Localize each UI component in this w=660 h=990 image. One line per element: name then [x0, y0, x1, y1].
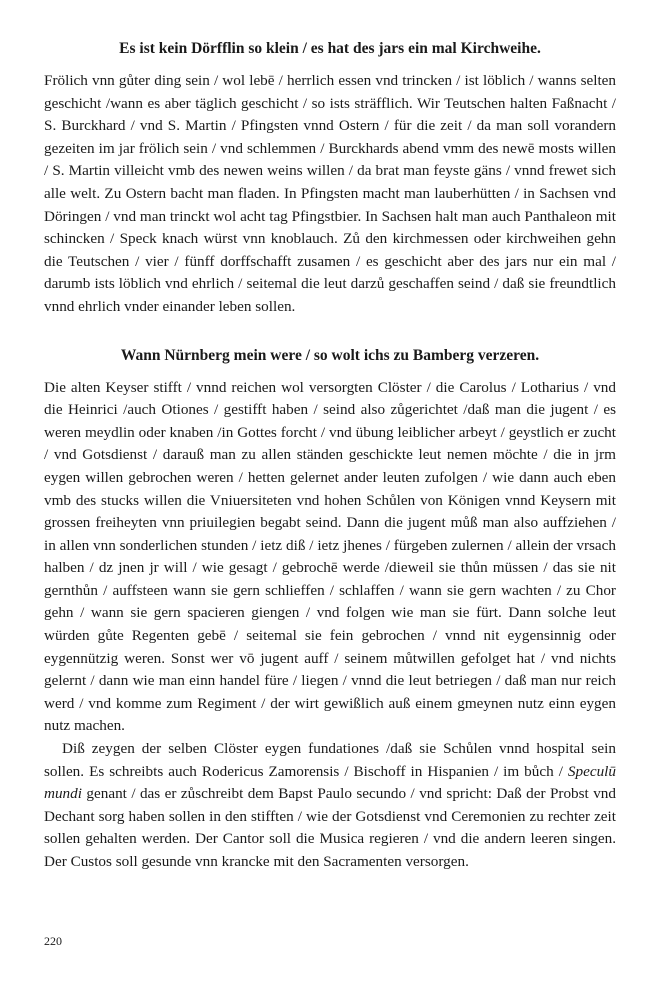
section-heading-kirchweihe: Es ist kein Dörfflin so klein / es hat des jars ein mal Kirchweihe.: [119, 40, 541, 57]
paragraph-kirchweihe: Frölich vnn gůter ding sein / wol lebē / herrlich essen vnd trincken / ist löblich / wanns selten geschicht /wann es aber täglich geschicht / so ists sträfflich. Wir Teutschen halten Faßnacht / S. Burckhard / vnd S. Martin / Pfingsten vnnd Ostern / für die zeit / da man soll vorandern gezeiten im jar frölich sein / vnd schlemmen / Burckhards abend vmm des newē mosts willen / S. Martin villeicht vmb des newen weins willen / da brat man feyste gäns / vnnd frewet sich alle welt. Zu Ostern bacht man fladen. In Pfingsten macht man lauberhütten / in Sachsen vnd Döringen / vnd man trinckt wol acht tag Pfingstbier. In Sachsen halt man auch Panthaleon mit schincken / Speck knach würst vnn knoblauch. Zů den kirchmessen oder kirchweihen gehn die Teutschen / vier / fünff dorffschafft zusamen / es geschicht aber des jars nur ein mal / darumb ists löblich vnd ehrlich / seitemal die leut darzů geschaffen seind / daß sie freundtlich vnnd ehrlich vnder einander leben sollen.: [44, 72, 616, 315]
paragraph-fundationes-part2: genant / das er zůschreibt dem Bapst Paulo secundo / vnd spricht: Daß der Probst vnd Dechant sorg haben sollen in den stifften / wie der Gotsdienst vnd Ceremonien zu rechter zeit sollen gehalten werden. Der Cantor soll die Musica regieren / vnd die andern leeren singen. Der Custos soll gesunde vnn krancke mit den Sacramenten versorgen.: [44, 785, 616, 870]
section-heading-nuernberg: Wann Nürnberg mein were / so wolt ichs zu Bamberg verzeren.: [120, 346, 540, 364]
paragraph-fundationes-part1: Diß zeygen der selben Clöster eygen fundationes /daß sie Schůlen vnnd hospital sein sollen. Es schreibts auch Rodericus Zamorensis / Bischoff in Hispanien / im bůch /: [44, 740, 616, 780]
paragraph-kloester: Die alten Keyser stifft / vnnd reichen wol versorgten Clöster / die Carolus / Lotharius / vnd die Heinrici /auch Otiones / gestifft haben / seind also zůgerichtet /daß man die jugent / es weren meydlin oder knaben /in Gottes forcht / vnd übung leiblicher arbeyt / geystlich er zucht / vnd Gotsdienst / darauß man zu allen ständen geschickte leut nemen möchte / die in jrm eygen willen gebrochen weren / hetten gelernet ander leuten zufolgen / wie dann auch eben vmb des stucks willen die Vniuersiteten vnd hohen Schůlen von Königen vnnd Keysern mit grossen freiheyten vnn priuilegien begabt seind. Dann die jugent můß man also auffziehen / in allen vnn sonderlichen stunden / ietz diß / ietz jhenes / fürgeben zulernen / allein der vrsach halben / dz jnen jr will / wie gesagt / gebrochē werde /dieweil sie thůn müssen / das sie nit gernthůn / auffsteen wann sie gern schlieffen / schlaffen / wann sie gern wachten / zu Chor gehn / wann sie gern spacieren giengen / vnd folgen wie man sie fürt. Dann solche leut würden gůte Regenten gebē / seitemal sie fein gebrochen / vnnd nit eygensinnig oder eygennützig weren. Sonst wer vō jugent auff / seinem můtwillen gefolget hat / vnd nichts gelernt / dann wie man einn handel füre / liegen / vnnd die leut betriegen / daß man nur reich werd / vnd komme zum Regiment / der wirt gewißlich auß einem gmeynen nutz einn eygen nutz machen.: [44, 378, 616, 735]
book-title-speculum-mundi: Speculū mundi: [44, 762, 616, 803]
paragraph-fundationes: [44, 738, 616, 874]
page-number: 220: [44, 934, 62, 948]
page-body: [44, 38, 616, 874]
